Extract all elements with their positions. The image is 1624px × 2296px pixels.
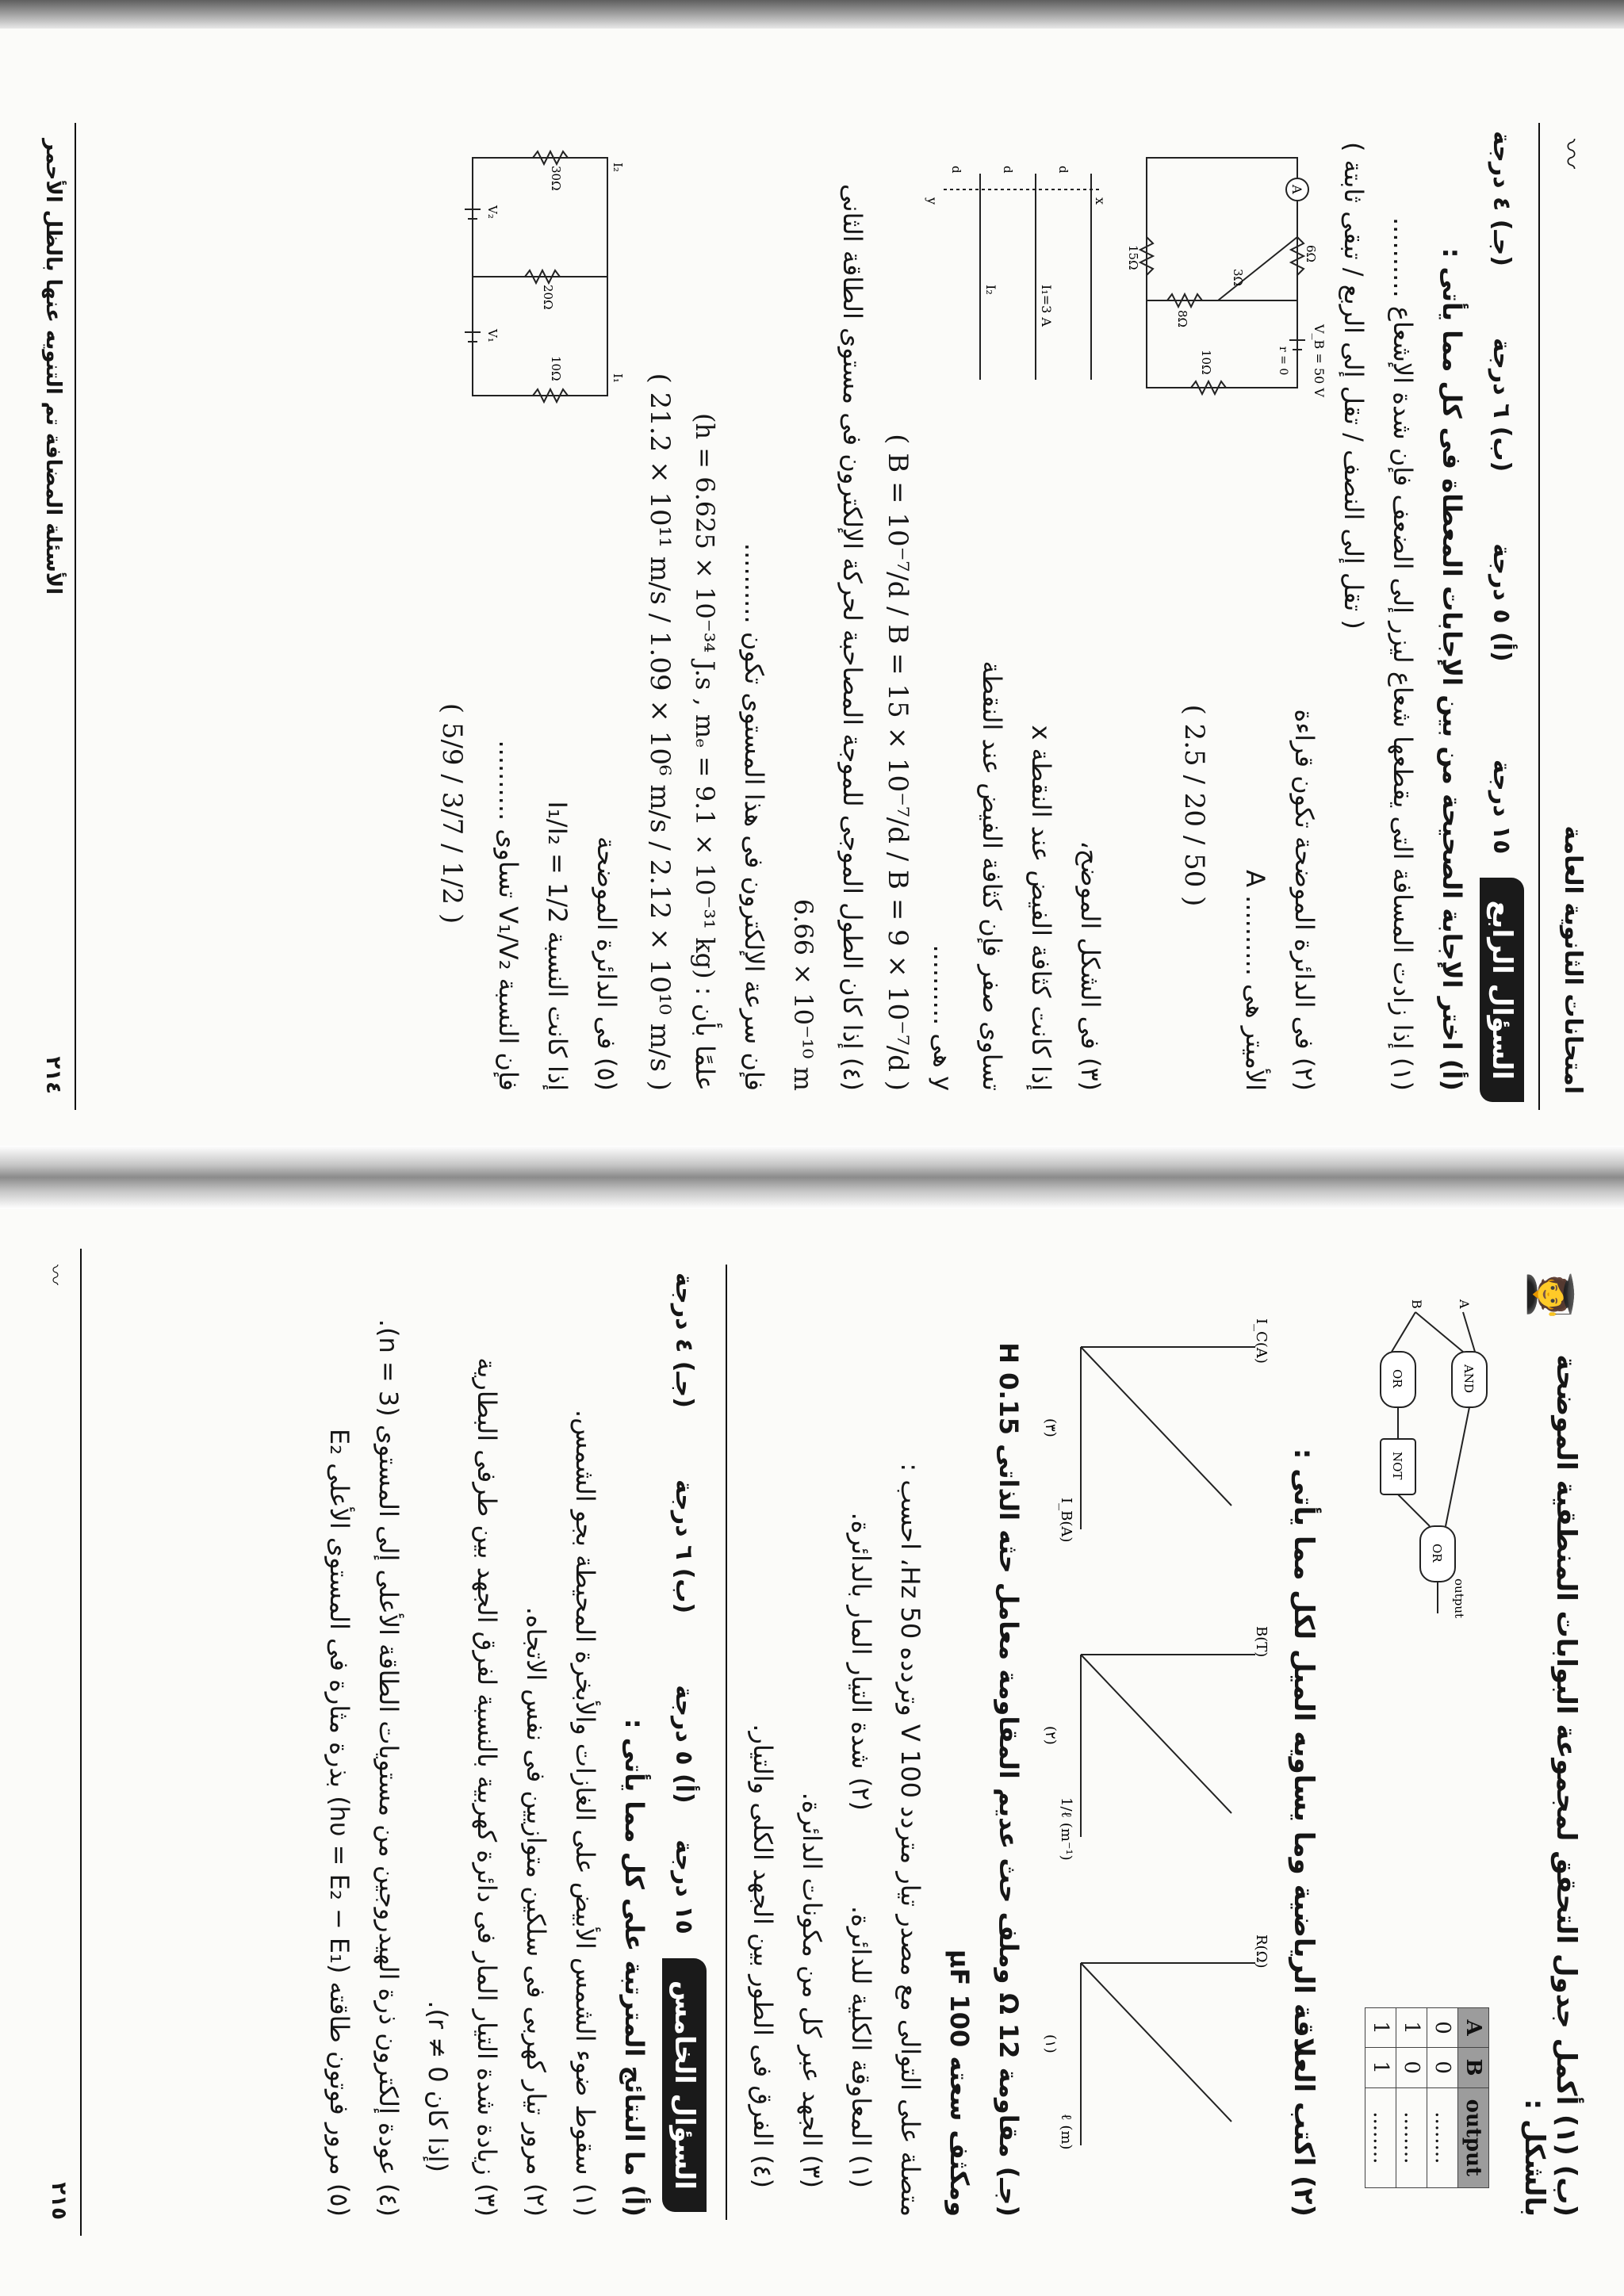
or-gate-label-2: OR bbox=[1430, 1544, 1444, 1563]
section-title: السؤال الرابع bbox=[1480, 878, 1524, 1102]
resistor-3: 3Ω bbox=[1231, 269, 1245, 286]
graph-2-number: (٢) bbox=[1042, 1726, 1059, 1746]
resistor-6: 6Ω bbox=[1304, 245, 1318, 262]
graph-3 bbox=[1041, 1315, 1271, 1553]
output-label: output bbox=[1452, 1578, 1466, 1619]
list-item: (٣) زيادة شدة التيار المار فى دائرة كهربية بالنسبة لفرق الجهد بين طرفى البطارية bbox=[472, 1357, 502, 2217]
question-3-text-3: تساوى صفر فإن كثافة الفيض عند النقطة bbox=[977, 660, 1007, 1091]
grade-a: (أ) ٥ درجة bbox=[1488, 543, 1516, 662]
list-item: (٤) عودة إلكترون ذرة الهيدروجين من مستويات الطاقة الأعلى إلى المستوى (n = 3). bbox=[373, 1318, 404, 2217]
question-5-options: ( 5/9 / 3/7 / 1/2 ) bbox=[436, 702, 468, 924]
graph-3-number: (٣) bbox=[1042, 1418, 1059, 1437]
part-c-heading: (جـ) مقاومة 12 Ω وملف حث عديم المقاومة معامل حثه الذاتى 0.15 H ومكثف سعته 100 μF bbox=[944, 1342, 1024, 2217]
question-2-text-2: الأميتر هى .......... A bbox=[1240, 870, 1270, 1091]
graph-1-number: (١) bbox=[1042, 2034, 1059, 2053]
or-gate-label: OR bbox=[1390, 1369, 1404, 1388]
current-1-label: I₁=3 A bbox=[1039, 285, 1054, 327]
grade-a: (أ) ٥ درجة bbox=[670, 1685, 699, 1804]
scan-top-shadow bbox=[0, 0, 1624, 29]
grade-b: (ب) ٦ درجة bbox=[670, 1479, 699, 1614]
given-constants: (h = 6.625 × 10⁻³⁴ J.s , mₑ = 9.1 × 10⁻³¹ kg) bbox=[690, 412, 720, 979]
grade-c: (جـ) ٤ درجة bbox=[670, 1272, 699, 1408]
current-2-label: I₂ bbox=[983, 285, 998, 295]
graph-3-x-label: I_B(A) bbox=[1058, 1498, 1074, 1543]
question-2 bbox=[1123, 123, 1329, 1110]
question-1-options: ( تقل إلى النصف / تقل إلى الربع / تبقى ثابتة ) bbox=[1339, 142, 1369, 629]
page-number: ٢١٤ bbox=[41, 1056, 65, 1094]
table-row: 0 0 ........ bbox=[1427, 2008, 1458, 2188]
internal-resistance-label: r = 0 bbox=[1277, 346, 1289, 376]
resistor-30: 30Ω bbox=[549, 166, 563, 191]
grade-b: (ب) ٦ درجة bbox=[1488, 338, 1516, 473]
question-3 bbox=[918, 123, 1123, 1110]
point-x: x bbox=[1093, 197, 1108, 205]
b2-heading: (٢) اكتب العلاقة الرياضية وما يساويه الميل لكل مما يأتى : bbox=[1288, 1448, 1320, 2217]
question-4-wavelength: 6.66 × 10⁻¹⁰ m bbox=[788, 898, 818, 1091]
graphs-row bbox=[1033, 1249, 1279, 2236]
graph-2-y-label: B(T) bbox=[1253, 1626, 1270, 1658]
source-label: V_B = 50 V bbox=[1312, 324, 1327, 397]
question-2-text: (٢) فى الدائرة الموضحة تكون قراءة bbox=[1289, 709, 1320, 1091]
page-footer bbox=[32, 123, 76, 1110]
list-item: (٣) الجهد عبر كل من مكونات الدائرة. bbox=[797, 1792, 827, 2188]
section-header bbox=[1477, 123, 1538, 1110]
table-row: 1 1 ........ bbox=[1365, 2008, 1396, 2188]
book-gutter bbox=[0, 1146, 1624, 1209]
part-c-line-2: متصلة على التوالى مع مصدر تيار متردد 100 V وتردده 50 Hz، احسب : bbox=[895, 1463, 925, 2217]
input-b-label: B bbox=[1409, 1299, 1424, 1309]
table-row: 1 0 ........ bbox=[1396, 2008, 1427, 2188]
grade-breakdown bbox=[1488, 131, 1516, 662]
truth-table bbox=[1365, 2007, 1490, 2188]
truth-header-output: output bbox=[1458, 2087, 1489, 2187]
spacing-label-2: d bbox=[1001, 166, 1015, 174]
list-item: (١) سقوط ضوء الشمس الأبيض على الغازات والأبخرة المحيطة بجو الشمس. bbox=[570, 1410, 600, 2217]
question-3-text-2: إذا كانت كثافة الفيض عند النقطة x bbox=[1026, 725, 1056, 1091]
list-item: (٤) الفرق فى الطور بين الجهد الكلى والتيار. bbox=[748, 1724, 778, 2188]
running-header-title: امتحانات الثانوية العامة bbox=[1559, 825, 1587, 1094]
question-3-text-1: (٣) فى الشكل الموضح، bbox=[1075, 840, 1105, 1091]
i2-label: I₂ bbox=[611, 163, 625, 172]
footer-swash-icon: 〰 bbox=[42, 1265, 66, 1286]
mascot-icon: 🧑‍🎓 bbox=[1526, 1268, 1576, 1322]
resistor-10: 10Ω bbox=[1199, 350, 1213, 375]
list-item: (إذا كان r ≠ 0). bbox=[423, 2000, 453, 2172]
question-3-text-4: y هى .......... bbox=[928, 944, 958, 1091]
resistor-15: 15Ω bbox=[1126, 245, 1140, 270]
section-5-question-heading: (أ) ما النتائج المترتبة على كل مما يأتى : bbox=[619, 1718, 649, 2217]
list-item: (٢) شدة التيار المار بالدائرة. bbox=[846, 1512, 876, 1811]
spacing-label-1: d bbox=[1056, 166, 1071, 174]
resistor-20: 20Ω bbox=[541, 285, 555, 310]
question-5-text-1: (٥) فى الدائرة الموضحة bbox=[592, 836, 622, 1091]
q2-circuit-diagram bbox=[1123, 142, 1329, 404]
graph-2-x-label: 1/ℓ (m⁻¹) bbox=[1058, 1797, 1074, 1862]
section-5-header bbox=[659, 1265, 727, 2220]
b1-heading-row bbox=[1511, 1249, 1606, 2236]
question-4-options: ( 21.2 × 10¹¹ m/s / 1.09 × 10⁶ m/s / 2.12 × 10¹⁰ m/s ) bbox=[644, 373, 676, 1091]
section-5-title: السؤال الخامس bbox=[662, 1958, 707, 2212]
truth-header-b: B bbox=[1458, 2047, 1489, 2087]
ammeter-label: A bbox=[1289, 185, 1304, 194]
b1-heading: (ب) (١) أكمل جدول التحقق لمجموعة البوابات المنطقية الموضحة بالشكل : bbox=[1519, 1354, 1582, 2217]
question-4-line-2: فإن سرعة الإلكترون فى هذا المستوى تكون .......... bbox=[739, 542, 769, 1091]
page-214 bbox=[32, 123, 1606, 1110]
not-gate-label: NOT bbox=[1390, 1452, 1404, 1480]
section-5-grade-breakdown bbox=[671, 1272, 699, 1804]
list-item: (١) المعاوقة الكلية للدائرة. bbox=[846, 1905, 876, 2188]
graph-2 bbox=[1041, 1623, 1271, 1861]
question-5-text-3: فإن النسبة V₁/V₂ تساوى .......... bbox=[493, 740, 523, 1091]
q5-circuit-diagram bbox=[457, 142, 631, 411]
question-5-text-2: إذا كانت النسبة I₁/I₂ = 1/2 bbox=[542, 801, 573, 1091]
section-5-grade: ١٥ درجة bbox=[670, 1839, 699, 1934]
header-swash-icon: 〰 bbox=[1553, 139, 1588, 170]
graph-3-y-label: I_C(A) bbox=[1253, 1318, 1270, 1364]
truth-header-a: A bbox=[1458, 2008, 1489, 2047]
question-2-options: ( 2.5 / 20 / 50 ) bbox=[1178, 704, 1210, 907]
and-gate-label: AND bbox=[1461, 1364, 1476, 1393]
v2-label: V₂ bbox=[485, 205, 500, 219]
q3-wires-figure bbox=[925, 142, 1115, 404]
input-a-label: A bbox=[1457, 1299, 1472, 1309]
graph-1-x-label: ℓ (m) bbox=[1058, 2113, 1074, 2150]
footer-note: الأسئلة المضافة تم التنويه عنها بالظل الأحمر bbox=[41, 139, 65, 595]
question-3-options: ( B = 10⁻⁷/d / B = 15 × 10⁻⁷/d / B = 9 × 10⁻⁷/d ) bbox=[882, 434, 914, 1091]
point-y: y bbox=[925, 197, 940, 205]
resistor-10b: 10Ω bbox=[549, 356, 563, 381]
question-4-text bbox=[779, 123, 877, 1110]
running-header bbox=[1538, 123, 1606, 1110]
resistor-8: 8Ω bbox=[1175, 310, 1189, 327]
grade-c: (جـ) ٤ درجة bbox=[1488, 131, 1516, 266]
part-a-heading: (أ) اختر الإجابة الصحيحة من بين الإجابات المعطاة فى كل مما يأتى : bbox=[1437, 247, 1467, 1091]
list-item: (٥) مرور فوتون طاقته (hυ = E₂ − E₁) بذرة مثارة فى المستوى الأعلى E₂ bbox=[324, 1429, 354, 2217]
section-grade: ١٥ درجة bbox=[1488, 759, 1516, 855]
question-4-line-1: (٤) إذا كان الطول الموجى للموجة المصاحبة لحركة الإلكترون فى مستوى الطاقة الثانى bbox=[837, 184, 868, 1091]
graph-1 bbox=[1041, 1931, 1271, 2169]
list-item: (٢) مرور تيار كهربى فى سلكين متوازيين فى نفس الاتجاه. bbox=[521, 1606, 551, 2217]
page-footer-215 bbox=[32, 1249, 82, 2236]
page-215 bbox=[32, 1249, 1606, 2236]
given-label: علمًا بأن : bbox=[690, 986, 720, 1091]
v1-label: V₁ bbox=[485, 329, 500, 342]
question-4-given-row bbox=[680, 123, 730, 1110]
graph-1-y-label: R(Ω) bbox=[1253, 1934, 1270, 1969]
logic-gate-diagram bbox=[1344, 1296, 1511, 1629]
logic-gates-area bbox=[1344, 1249, 1511, 2236]
spacing-label-3: d bbox=[949, 166, 963, 174]
part-c-items bbox=[738, 1249, 886, 2236]
page-number-215: ٢١٥ bbox=[47, 2182, 71, 2220]
question-5 bbox=[436, 123, 639, 1110]
question-1: (١) إذا زادت المسافة التى يقطعها شعاع ليزر إلى الضعف فإن شدة الإشعاع .......... bbox=[1388, 216, 1418, 1091]
i1-label: I₁ bbox=[611, 373, 625, 383]
